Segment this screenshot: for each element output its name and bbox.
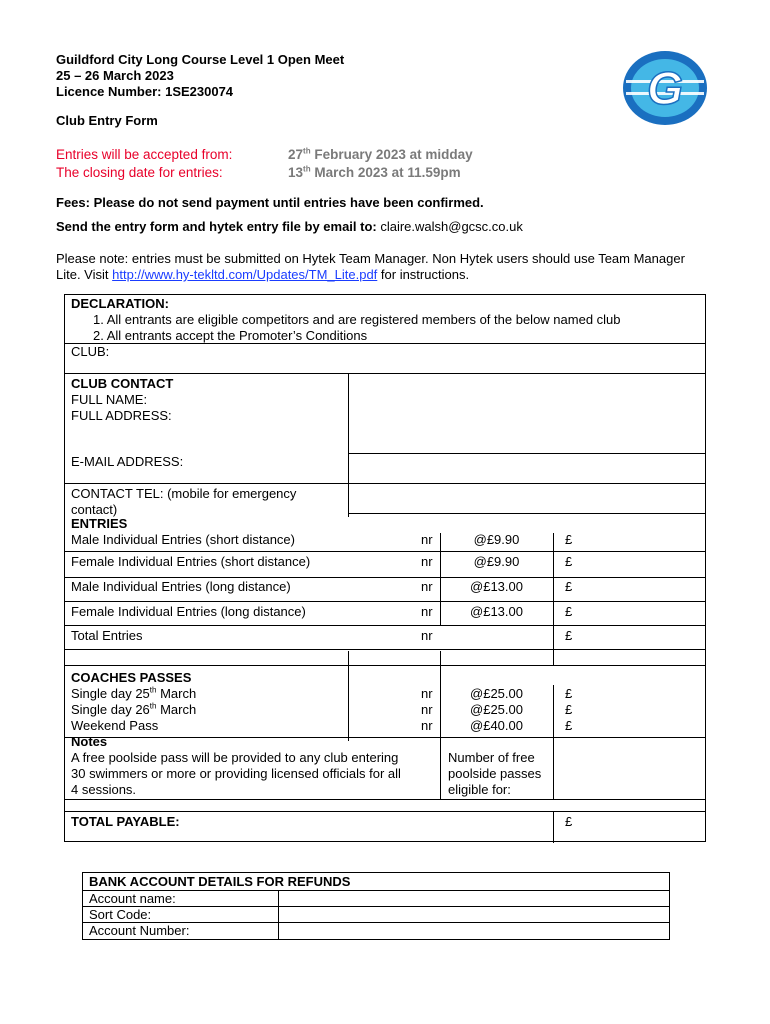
entry-row-nr: nr	[421, 604, 433, 619]
coach-nr: nr	[421, 686, 433, 701]
total-payable-label: TOTAL PAYABLE:	[71, 814, 180, 829]
licence-number: Licence Number: 1SE230074	[56, 84, 234, 99]
free-passes-label-3: eligible for:	[448, 782, 511, 797]
declaration-item-2: 2. All entrants accept the Promoter’s Conditions	[93, 328, 368, 343]
send-instructions	[56, 219, 523, 234]
total-payable-currency: £	[565, 814, 573, 829]
weekend-pass-label: Weekend Pass	[71, 718, 159, 733]
total-entries-currency: £	[565, 628, 573, 643]
single-day-25-text: Single day 25	[71, 686, 150, 701]
accept-suffix: th	[303, 146, 311, 156]
account-name-label: Account name:	[89, 891, 176, 906]
logo-letter: G	[647, 62, 683, 114]
entry-row-label: Female Individual Entries (short distance)	[71, 554, 311, 569]
form-title: Club Entry Form	[56, 113, 158, 128]
note-text-2: for instructions.	[377, 267, 470, 282]
fees-note: Fees: Please do not send payment until entries have been confirmed.	[56, 195, 484, 210]
bank-details-table	[82, 872, 670, 940]
declaration-item-1: 1. All entrants are eligible competitors and are registered members of the below named club	[93, 312, 621, 327]
tm-lite-link[interactable]: http://www.hy-tekltd.com/Updates/TM_Lite.pdf	[112, 267, 378, 282]
entry-row-price: @£9.90	[473, 554, 520, 569]
meet-dates: 25 – 26 March 2023	[56, 68, 174, 83]
single-day-26-month: March	[156, 702, 197, 717]
sort-code-label: Sort Code:	[89, 907, 152, 922]
closing-date	[288, 164, 473, 182]
total-entries-nr: nr	[421, 628, 433, 643]
coach-price: @£40.00	[470, 718, 523, 733]
entry-row-currency: £	[565, 579, 573, 594]
date-labels	[56, 146, 232, 182]
entry-row-label: Male Individual Entries (long distance)	[71, 579, 291, 594]
entry-row-nr: nr	[421, 554, 433, 569]
notes-line-3: 4 sessions.	[71, 782, 137, 797]
entry-row-price: @£13.00	[470, 604, 523, 619]
closing-suffix: th	[303, 164, 311, 174]
entry-row-price: @£9.90	[473, 532, 520, 547]
declaration-title: DECLARATION:	[71, 296, 169, 311]
entry-row-price: @£13.00	[470, 579, 523, 594]
coach-price: @£25.00	[470, 702, 523, 717]
coach-nr: nr	[421, 718, 433, 733]
account-number-label: Account Number:	[89, 923, 190, 938]
entry-form-table	[64, 294, 706, 842]
single-day-25-sup: th	[149, 685, 157, 695]
full-address-label: FULL ADDRESS:	[71, 408, 172, 423]
closing-label: The closing date for entries:	[56, 165, 223, 180]
accept-date	[288, 146, 473, 164]
single-day-26-sup: th	[149, 701, 157, 711]
closing-day: 13	[288, 165, 304, 180]
total-entries-label: Total Entries	[71, 628, 143, 643]
contact-email: claire.walsh@gcsc.co.uk	[376, 219, 523, 234]
closing-rest: March 2023 at 11.59pm	[310, 165, 461, 180]
coach-nr: nr	[421, 702, 433, 717]
coach-currency: £	[565, 702, 573, 717]
meet-header	[56, 52, 344, 100]
accept-rest: February 2023 at midday	[310, 147, 473, 162]
entry-row-nr: nr	[421, 532, 433, 547]
entry-row-currency: £	[565, 532, 573, 547]
club-contact-title: CLUB CONTACT	[71, 376, 174, 391]
accept-label: Entries will be accepted from:	[56, 147, 233, 162]
contact-tel-label: CONTACT TEL: (mobile for emergency	[71, 486, 297, 501]
single-day-25-label	[71, 686, 196, 702]
entry-row-label: Female Individual Entries (long distance)	[71, 604, 306, 619]
club-logo	[622, 50, 708, 126]
entries-title: ENTRIES	[71, 516, 128, 531]
notes-line-1: A free poolside pass will be provided to any club entering	[71, 750, 399, 765]
free-passes-label-2: poolside passes	[448, 766, 542, 781]
hytek-note	[56, 251, 706, 283]
accept-day: 27	[288, 147, 304, 162]
entry-row-nr: nr	[421, 579, 433, 594]
single-day-25-month: March	[156, 686, 197, 701]
single-day-26-label	[71, 702, 196, 718]
full-name-label: FULL NAME:	[71, 392, 148, 407]
entry-row-currency: £	[565, 604, 573, 619]
coach-price: @£25.00	[470, 686, 523, 701]
single-day-26-text: Single day 26	[71, 702, 150, 717]
bank-title: BANK ACCOUNT DETAILS FOR REFUNDS	[89, 874, 351, 889]
coach-currency: £	[565, 686, 573, 701]
entry-row-currency: £	[565, 554, 573, 569]
coach-currency: £	[565, 718, 573, 733]
club-label: CLUB:	[71, 344, 110, 359]
contact-tel-label-2: contact)	[71, 502, 118, 517]
free-passes-label-1: Number of free	[448, 750, 535, 765]
coaches-passes-title: COACHES PASSES	[71, 670, 192, 685]
entry-row-label: Male Individual Entries (short distance)	[71, 532, 295, 547]
notes-title: Notes	[71, 734, 108, 749]
date-values	[288, 146, 473, 182]
note-text-1: Please note: entries must be submitted on Hytek Team Manager. Non Hytek users should use Team Manager Lite. Visit	[56, 251, 685, 282]
meet-title: Guildford City Long Course Level 1 Open Meet	[56, 52, 345, 67]
send-label: Send the entry form and hytek entry file by email to:	[56, 219, 377, 234]
email-address-label: E-MAIL ADDRESS:	[71, 454, 184, 469]
notes-line-2: 30 swimmers or more or providing licensed officials for all	[71, 766, 401, 781]
